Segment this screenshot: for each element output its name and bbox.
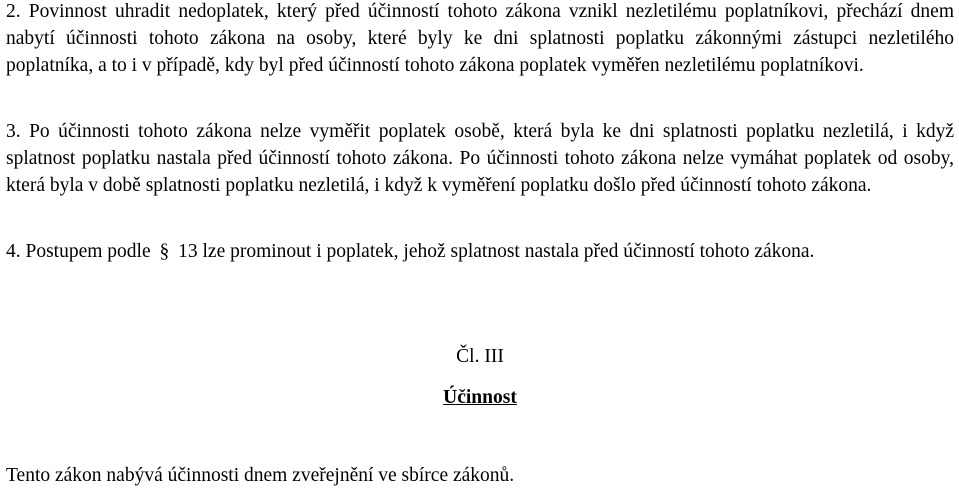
article-number: Čl. III xyxy=(456,346,504,367)
article-title: Účinnost xyxy=(443,387,517,408)
paragraph-2: 2. Povinnost uhradit nedoplatek, který před účinností tohoto zákona vznikl nezletilému poplatníkovi, přechází dnem nabytí účinnosti tohoto zákona na osoby, které byly ke dni splatnosti poplatku zákonnými zástupci nezletilého poplatníka, a to i v případě, kdy byl před účinností tohoto zákona poplatek vyměřen nezletilému poplatníkovi. xyxy=(6,1,954,76)
paragraph-4-start: 4. Postupem podle xyxy=(6,241,151,262)
paragraph-4-end: 13 lze prominout i poplatek, jehož splatnost nastala před účinností tohoto zákona. xyxy=(178,241,815,262)
section-sign: § xyxy=(159,241,170,262)
paragraph-3: 3. Po účinnosti tohoto zákona nelze vyměřit poplatek osobě, která byla ke dni splatnosti poplatku nezletilá, i když splatnost poplatku nastala před účinností tohoto zákona. Po účinnosti tohoto zákona nelze vymáhat poplatek od osoby, která byla v době splatnosti poplatku nezletilá, i když k vyměření poplatku došlo před účinností tohoto zákona. xyxy=(6,121,954,196)
paragraph-4 xyxy=(6,238,954,265)
final-sentence: Tento zákon nabývá účinnosti dnem zveřejnění ve sbírce zákonů. xyxy=(6,465,515,486)
